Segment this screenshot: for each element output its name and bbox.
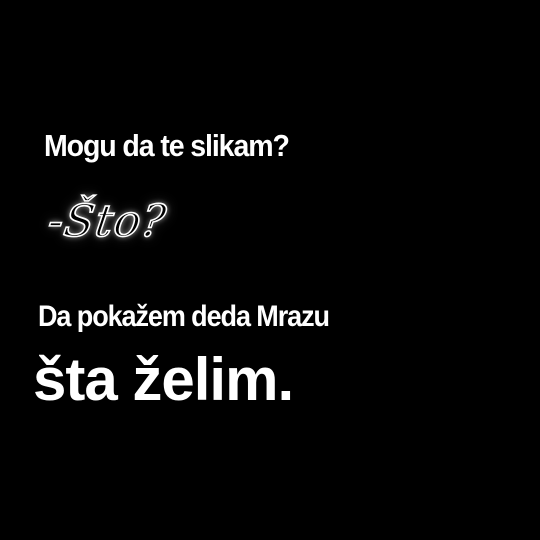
reply-text-neon: -Što? <box>44 196 170 247</box>
answer-text-line-2: šta želim. <box>33 346 294 413</box>
question-text: Mogu da te slikam? <box>44 128 289 163</box>
answer-text-line-1: Da pokažem deda Mrazu <box>38 300 329 333</box>
